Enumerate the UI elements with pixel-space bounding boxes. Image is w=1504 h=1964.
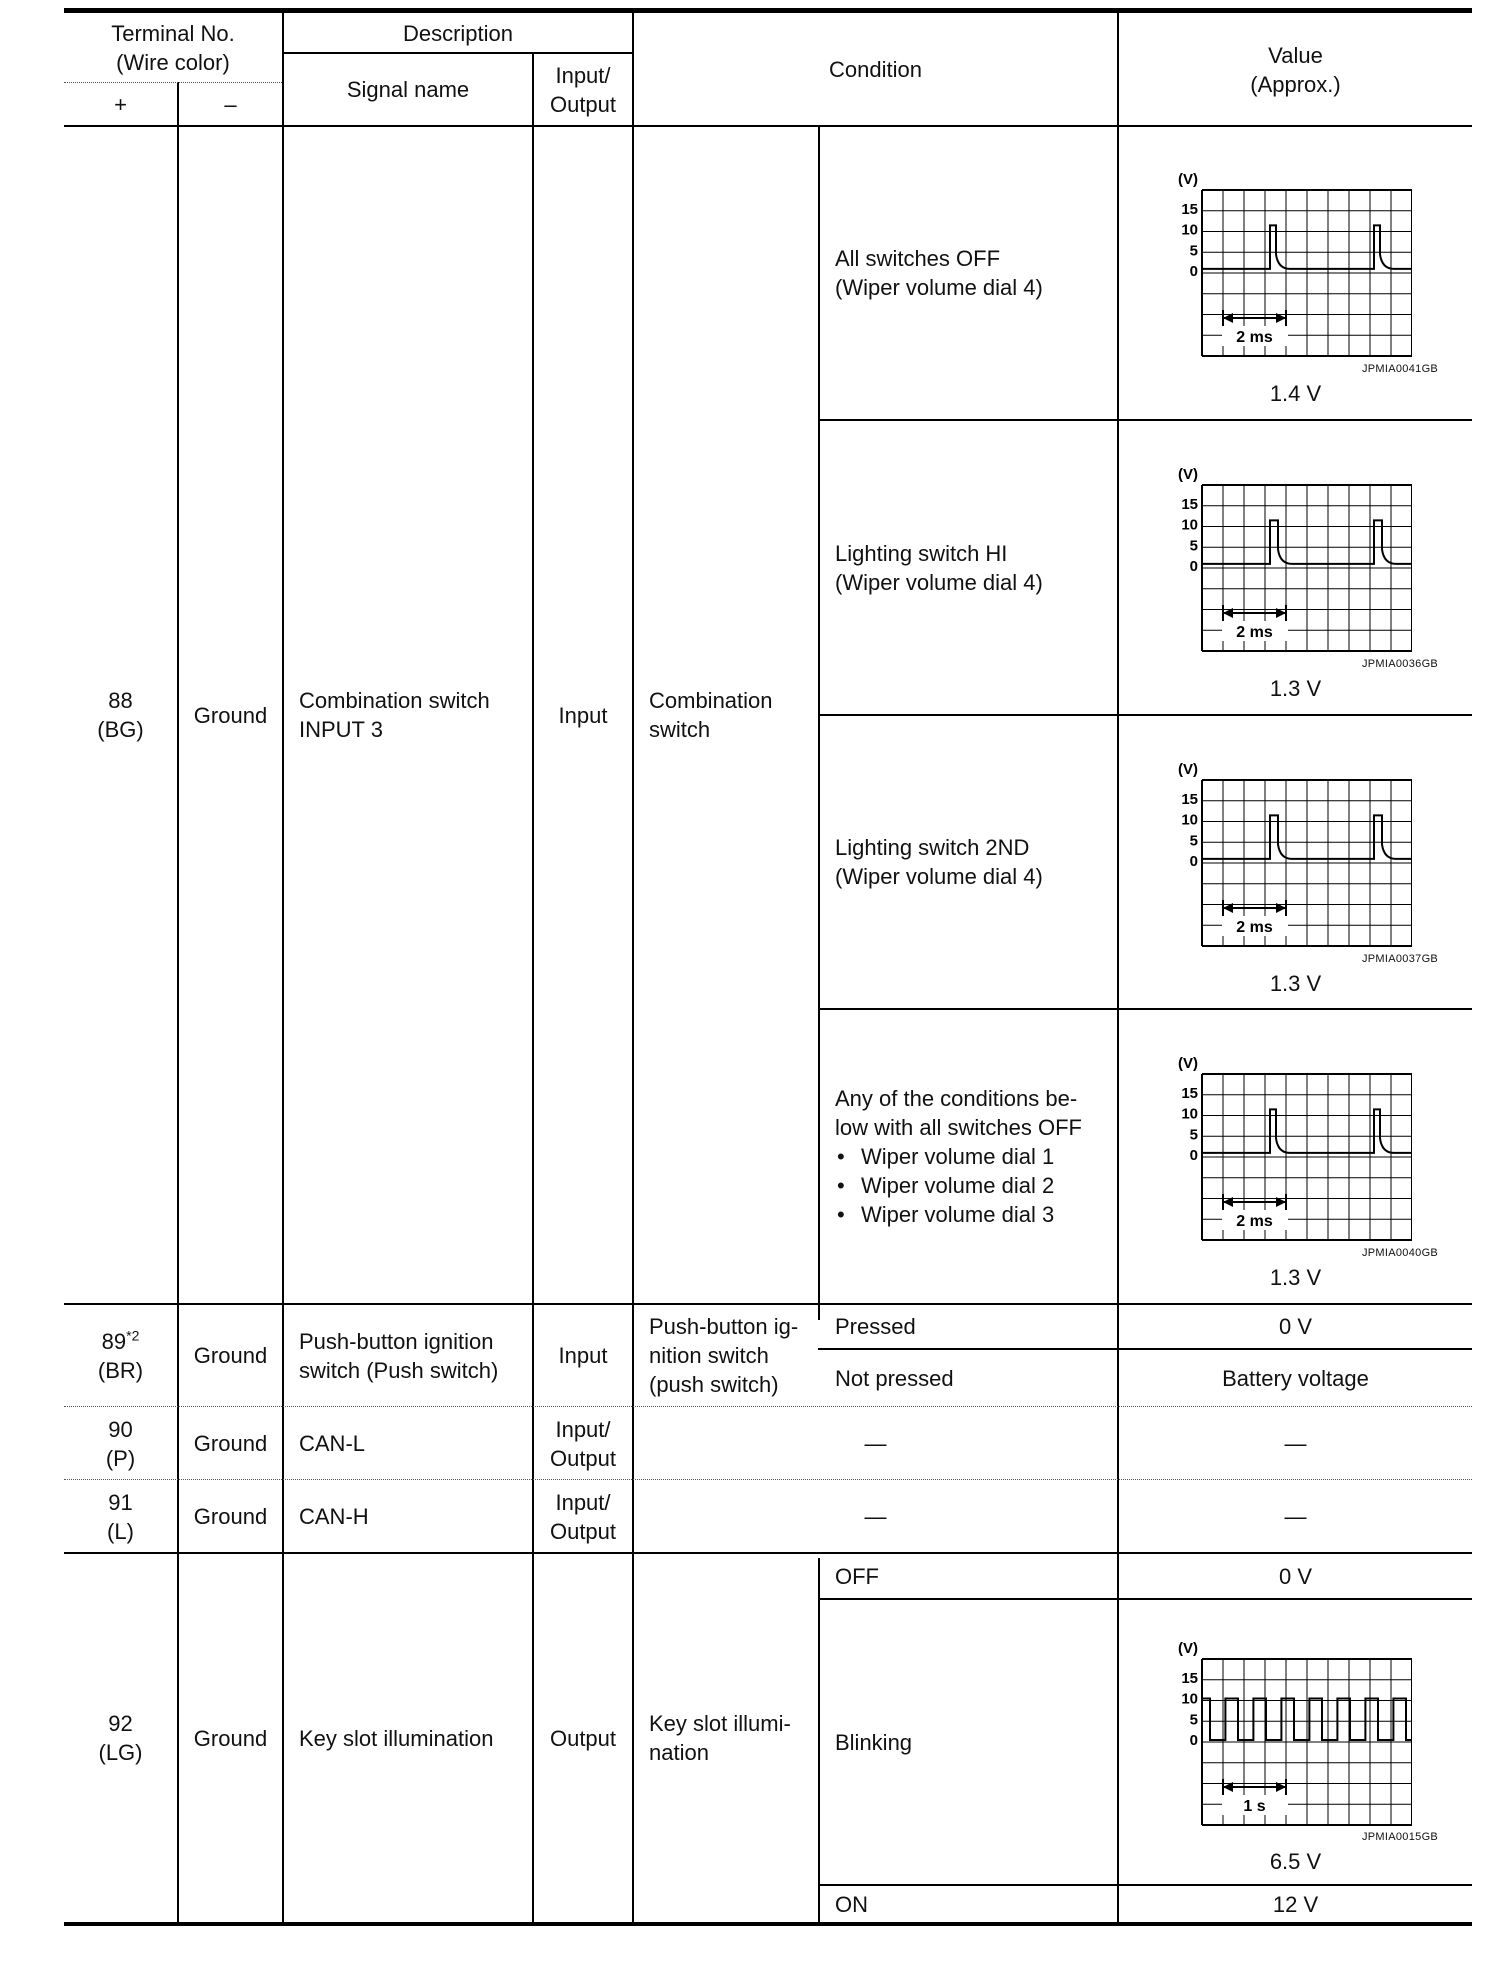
row-divider xyxy=(64,82,282,83)
condition-line1: Any of the conditions be- xyxy=(835,1086,1078,1111)
condition-blinking xyxy=(820,1600,1117,1884)
row-divider xyxy=(64,1406,1472,1407)
value-88-2: 1.3 V xyxy=(1269,676,1322,701)
condition-main-line3: (push switch) xyxy=(649,1372,779,1397)
image-code: JPMIA0015GB xyxy=(1362,1831,1439,1843)
time-division-label: 2 ms xyxy=(1236,919,1273,936)
scope-tick-label: 5 xyxy=(1189,537,1198,555)
io-89 xyxy=(534,1305,632,1406)
condition-bullet: • Wiper volume dial 2 xyxy=(835,1171,1054,1200)
scope-unit-label: (V) xyxy=(1178,761,1198,778)
scope-tick-label: 0 xyxy=(1189,853,1198,870)
condition-not-pressed xyxy=(820,1350,1117,1406)
signal-name-line2: INPUT 3 xyxy=(299,717,383,742)
terminal-number: 90 xyxy=(108,1416,133,1442)
io-line1: Input/ xyxy=(555,1489,611,1515)
condition-main-line2: nation xyxy=(649,1740,709,1765)
value-off xyxy=(1119,1554,1472,1598)
time-division-label: 2 ms xyxy=(1236,624,1273,641)
signal-name-line1: Push-button ignition xyxy=(299,1328,494,1354)
io-90 xyxy=(534,1408,632,1479)
time-division-label: 2 ms xyxy=(1236,329,1273,346)
waveform-pulse xyxy=(1160,166,1412,358)
condition-line1: Lighting switch HI xyxy=(835,540,1008,566)
ground-label: Ground xyxy=(193,1504,268,1529)
signal-name: CAN-L xyxy=(299,1431,366,1456)
header-description-label: Description xyxy=(402,20,514,46)
waveform-pulse xyxy=(1160,461,1412,653)
time-division-indicator xyxy=(1222,900,1288,936)
scope-unit-label: (V) xyxy=(1178,1640,1198,1657)
time-division-indicator xyxy=(1222,310,1288,346)
terminal-90 xyxy=(64,1408,177,1479)
state-value: Battery voltage xyxy=(1222,1365,1369,1391)
condition-main-line1: Key slot illumi- xyxy=(649,1711,791,1736)
scope-graph xyxy=(1160,1635,1412,1827)
scope-tick-label: 0 xyxy=(1189,263,1198,280)
ground-label: Ground xyxy=(193,1725,268,1751)
condition-lighting-2nd xyxy=(820,716,1117,1008)
scope-tick-label: 10 xyxy=(1181,221,1198,239)
header-plus-label: + xyxy=(114,92,127,117)
condition-bullet-list xyxy=(835,1142,1054,1229)
wire-color: (LG) xyxy=(98,1740,143,1765)
image-code: JPMIA0036GB xyxy=(1362,658,1439,670)
condition-dash: — xyxy=(864,1431,887,1456)
condition-on xyxy=(820,1886,1117,1922)
condition-main-line2: switch xyxy=(649,717,711,742)
condition-91 xyxy=(634,1481,1117,1552)
value-88-4: 1.3 V xyxy=(1269,1265,1322,1290)
wire-color: (P) xyxy=(105,1445,136,1471)
ground-90 xyxy=(179,1408,282,1479)
scope-tick-label: 15 xyxy=(1181,200,1198,218)
header-description xyxy=(284,14,632,52)
time-division-label: 2 ms xyxy=(1236,1213,1273,1230)
table-bottom-rule xyxy=(64,1922,1472,1926)
time-division-indicator xyxy=(1222,1194,1288,1230)
scope-tick-label: 0 xyxy=(1189,558,1198,575)
condition-main-line1: Push-button ig- xyxy=(649,1314,799,1339)
value-not-pressed xyxy=(1119,1350,1472,1406)
condition-line2: (Wiper volume dial 4) xyxy=(835,864,1043,889)
waveform-pulse xyxy=(1160,756,1412,948)
condition-line1: Lighting switch 2ND xyxy=(835,835,1030,860)
scope-tick-label: 10 xyxy=(1181,1105,1198,1123)
signal-89 xyxy=(284,1305,532,1406)
header-condition xyxy=(634,14,1117,125)
state-label: ON xyxy=(835,1891,868,1917)
scope-tick-label: 0 xyxy=(1189,1147,1198,1164)
scope-unit-label: (V) xyxy=(1178,466,1198,483)
time-division-label: 1 s xyxy=(1243,1798,1266,1815)
state-label: Not pressed xyxy=(835,1365,954,1391)
header-io-line1: Input/ xyxy=(555,62,611,88)
footnote-marker: *2 xyxy=(126,1327,140,1344)
terminal-89 xyxy=(64,1305,177,1406)
scope-graph xyxy=(1160,166,1412,358)
row-divider xyxy=(64,1479,1472,1480)
condition-lighting-hi xyxy=(820,421,1117,714)
scope-tick-label: 0 xyxy=(1189,1732,1198,1749)
scope-tick-label: 15 xyxy=(1181,1669,1198,1687)
wire-color: (BR) xyxy=(97,1357,144,1383)
condition-line2: low with all switches OFF xyxy=(835,1115,1082,1140)
condition-all-switches-off xyxy=(820,127,1117,419)
state-value: 0 V xyxy=(1278,1314,1313,1339)
wire-color: (L) xyxy=(107,1518,134,1544)
header-value-line1: Value xyxy=(1268,42,1323,68)
io-line2: Output xyxy=(549,1445,617,1471)
scope-tick-label: 10 xyxy=(1181,1690,1198,1708)
io-label: Output xyxy=(549,1725,617,1751)
waveform-square xyxy=(1160,1635,1412,1827)
header-wire-color-label: (Wire color) xyxy=(116,50,230,75)
terminal-92 xyxy=(64,1554,177,1922)
signal-name: CAN-H xyxy=(299,1504,369,1529)
scope-tick-label: 15 xyxy=(1181,495,1198,513)
waveform-pulse xyxy=(1160,1050,1412,1242)
scope-unit-label: (V) xyxy=(1178,1055,1198,1072)
header-signal-name xyxy=(284,54,532,125)
scope-tick-label: 10 xyxy=(1181,516,1198,534)
state-label: Pressed xyxy=(835,1314,916,1339)
ground-label: Ground xyxy=(193,702,268,728)
value-88-1: 1.4 V xyxy=(1269,381,1322,406)
header-minus xyxy=(179,84,282,125)
value-88-3: 1.3 V xyxy=(1269,971,1322,996)
condition-wiper-dials xyxy=(820,1010,1117,1303)
condition-dash: — xyxy=(864,1504,887,1529)
ground-label: Ground xyxy=(193,1431,268,1456)
condition-main-88 xyxy=(634,127,818,1303)
header-condition-label: Condition xyxy=(829,57,922,82)
scope-graph xyxy=(1160,756,1412,948)
scope-tick-label: 5 xyxy=(1189,1126,1198,1144)
io-label: Input xyxy=(558,1343,608,1368)
io-line2: Output xyxy=(549,1518,617,1544)
terminal-88 xyxy=(64,127,177,1303)
state-value: 12 V xyxy=(1272,1891,1319,1917)
header-minus-label: – xyxy=(224,92,237,117)
scope-tick-label: 10 xyxy=(1181,811,1198,829)
header-value-line2: (Approx.) xyxy=(1250,71,1341,97)
signal-91 xyxy=(284,1481,532,1552)
condition-line2: (Wiper volume dial 4) xyxy=(835,275,1043,300)
signal-name-line1: Combination switch xyxy=(299,688,490,713)
state-label: OFF xyxy=(835,1563,879,1589)
condition-main-line1: Combination xyxy=(649,688,773,713)
condition-line2: (Wiper volume dial 4) xyxy=(835,569,1043,595)
io-label: Input xyxy=(558,702,608,728)
ground-88 xyxy=(179,127,282,1303)
scope-unit-label: (V) xyxy=(1178,171,1198,188)
terminal-number: 91 xyxy=(108,1489,133,1515)
condition-off xyxy=(820,1554,1117,1598)
image-code: JPMIA0041GB xyxy=(1362,363,1439,375)
ground-91 xyxy=(179,1481,282,1552)
condition-bullet: • Wiper volume dial 1 xyxy=(835,1142,1054,1171)
signal-92 xyxy=(284,1554,532,1922)
io-line1: Input/ xyxy=(555,1416,611,1442)
image-code: JPMIA0037GB xyxy=(1362,953,1439,965)
io-88 xyxy=(534,127,632,1303)
io-92 xyxy=(534,1554,632,1922)
image-code: JPMIA0040GB xyxy=(1362,1247,1439,1259)
scope-tick-label: 5 xyxy=(1189,1711,1198,1729)
header-io-line2: Output xyxy=(549,91,617,117)
signal-name: Key slot illumination xyxy=(299,1725,494,1751)
header-signal-name-label: Signal name xyxy=(346,77,470,102)
scope-tick-label: 15 xyxy=(1181,790,1198,808)
terminal-number xyxy=(102,1327,140,1356)
scope-tick-label: 15 xyxy=(1181,1084,1198,1102)
signal-88 xyxy=(284,127,532,1303)
value-pressed xyxy=(1119,1305,1472,1348)
ground-92 xyxy=(179,1554,282,1922)
ground-89 xyxy=(179,1305,282,1406)
value-90 xyxy=(1119,1408,1472,1479)
scope-graph xyxy=(1160,1050,1412,1242)
signal-name-line2: switch (Push switch) xyxy=(299,1357,499,1383)
terminal-91 xyxy=(64,1481,177,1552)
table-top-rule xyxy=(64,8,1472,13)
time-division-indicator xyxy=(1222,605,1288,641)
header-terminal-no-label: Terminal No. xyxy=(111,21,235,46)
state-label: Blinking xyxy=(835,1729,913,1755)
time-division-indicator xyxy=(1222,1779,1288,1815)
value-dash: — xyxy=(1284,1431,1307,1456)
terminal-number: 92 xyxy=(108,1711,133,1736)
value-91 xyxy=(1119,1481,1472,1552)
condition-bullet: • Wiper volume dial 3 xyxy=(835,1200,1054,1229)
condition-pressed xyxy=(820,1305,1117,1348)
terminal-number-text: 89 xyxy=(101,1328,127,1354)
scope-tick-label: 5 xyxy=(1189,242,1198,260)
wire-color: (BG) xyxy=(97,717,144,742)
condition-main-89 xyxy=(634,1305,818,1406)
terminal-table xyxy=(64,8,1472,1926)
col-divider xyxy=(1117,12,1119,1922)
condition-90 xyxy=(634,1408,1117,1479)
condition-main-92 xyxy=(634,1554,818,1922)
scope-graph xyxy=(1160,461,1412,653)
value-on xyxy=(1119,1886,1472,1922)
terminal-number: 88 xyxy=(108,688,133,713)
header-plus xyxy=(64,84,177,125)
condition-main-line2: nition switch xyxy=(649,1343,769,1368)
value-dash: — xyxy=(1284,1504,1307,1529)
ground-label: Ground xyxy=(193,1343,268,1368)
state-value: 0 V xyxy=(1278,1563,1313,1589)
header-input-output xyxy=(534,54,632,125)
condition-line1: All switches OFF xyxy=(835,246,1001,271)
header-terminal-no xyxy=(64,14,282,82)
value-blinking: 6.5 V xyxy=(1269,1849,1322,1874)
io-91 xyxy=(534,1481,632,1552)
header-value xyxy=(1119,14,1472,125)
signal-90 xyxy=(284,1408,532,1479)
scope-tick-label: 5 xyxy=(1189,832,1198,850)
